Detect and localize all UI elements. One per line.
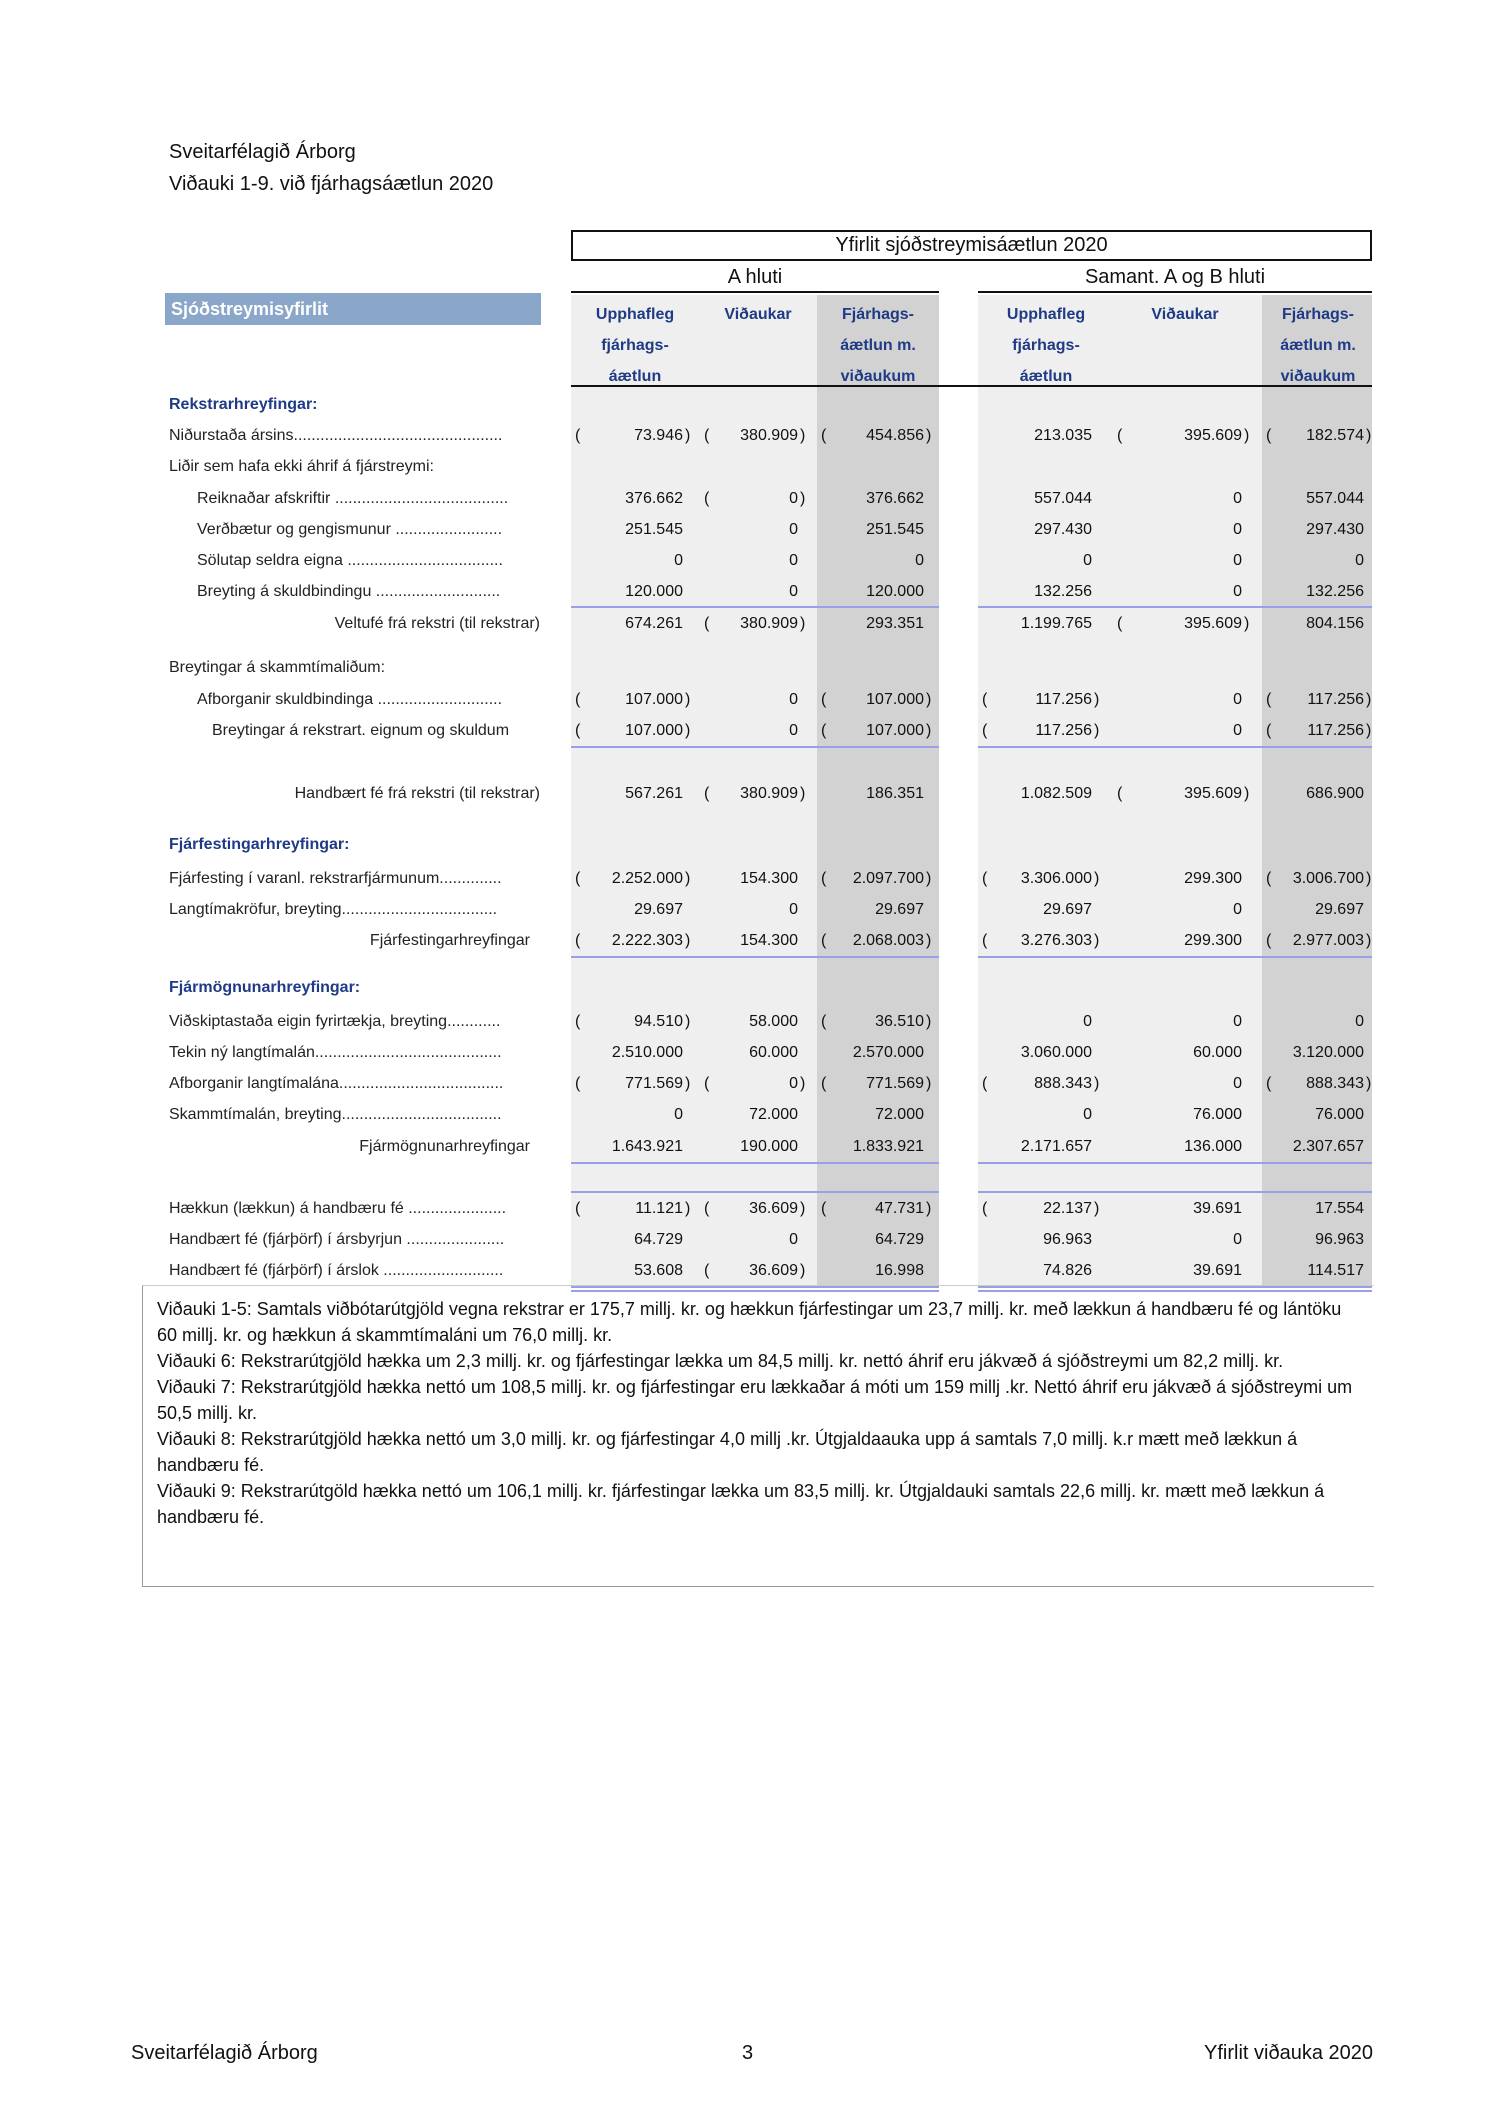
negative-paren-close: ) xyxy=(1366,691,1372,708)
subtotal-rule xyxy=(571,1191,939,1193)
negative-paren-close: ) xyxy=(685,1075,691,1092)
cell-value: 60.000 xyxy=(749,1044,798,1061)
negative-paren-open: ( xyxy=(704,1262,710,1279)
cell-value: 888.343 xyxy=(1306,1075,1364,1092)
subtotal-rule xyxy=(978,606,1372,608)
cell-value: 64.729 xyxy=(634,1231,683,1248)
cell-value: 36.510 xyxy=(875,1013,924,1030)
cell-value: 557.044 xyxy=(1306,490,1364,507)
cell-value: 0 xyxy=(789,1231,798,1248)
document-title: Sveitarfélagið Árborg xyxy=(169,141,356,163)
negative-paren-close: ) xyxy=(1244,427,1250,444)
cell-value: 395.609 xyxy=(1184,785,1242,802)
negative-paren-close: ) xyxy=(800,1200,806,1217)
cell-value: 0 xyxy=(1233,583,1242,600)
row-label: Veltufé frá rekstri (til rekstrar) xyxy=(334,615,540,632)
cell-value: 39.691 xyxy=(1193,1200,1242,1217)
cell-value: 0 xyxy=(789,1075,798,1092)
row-label: Reiknaðar afskriftir ....................................... xyxy=(197,490,509,507)
row-label: Niðurstaða ársins............................................... xyxy=(169,427,503,444)
table-row xyxy=(0,1068,1500,1099)
cell-value: 297.430 xyxy=(1306,521,1364,538)
row-label: Breyting á skuldbindingu ............................ xyxy=(197,583,501,600)
table-row xyxy=(0,863,1500,894)
table-row xyxy=(0,514,1500,545)
row-label: Liðir sem hafa ekki áhrif á fjárstreymi: xyxy=(169,458,434,475)
negative-paren-close: ) xyxy=(1094,932,1100,949)
table-row xyxy=(0,1131,1500,1162)
table-row xyxy=(0,608,1500,639)
negative-paren-close: ) xyxy=(1244,615,1250,632)
cell-value: 0 xyxy=(1233,901,1242,918)
negative-paren-open: ( xyxy=(1117,427,1123,444)
colhead-b2: Viðaukar xyxy=(1151,306,1219,323)
cell-value: 182.574 xyxy=(1306,427,1364,444)
cell-value: 114.517 xyxy=(1307,1262,1364,1279)
cell-value: 804.156 xyxy=(1306,615,1364,632)
cell-value: 0 xyxy=(789,691,798,708)
negative-paren-close: ) xyxy=(685,691,691,708)
cell-value: 0 xyxy=(789,583,798,600)
cell-value: 686.900 xyxy=(1306,785,1364,802)
colhead-a1: Upphafleg fjárhags- áætlun xyxy=(595,306,675,385)
cell-value: 0 xyxy=(1083,1013,1092,1030)
cell-value: 117.256 xyxy=(1307,722,1364,739)
negative-paren-close: ) xyxy=(1094,870,1100,887)
cell-value: 29.697 xyxy=(875,901,924,918)
cell-value: 299.300 xyxy=(1184,870,1242,887)
negative-paren-open: ( xyxy=(1266,691,1272,708)
row-label: Hækkun (lækkun) á handbæru fé ...................... xyxy=(169,1200,507,1217)
table-row xyxy=(0,545,1500,576)
negative-paren-close: ) xyxy=(926,427,932,444)
footer-left: Sveitarfélagið Árborg xyxy=(131,2042,318,2064)
cell-value: 888.343 xyxy=(1034,1075,1092,1092)
negative-paren-open: ( xyxy=(982,870,988,887)
cell-value: 395.609 xyxy=(1184,427,1242,444)
table-row xyxy=(0,925,1500,956)
negative-paren-open: ( xyxy=(704,427,710,444)
negative-paren-open: ( xyxy=(575,932,581,949)
negative-paren-close: ) xyxy=(926,932,932,949)
section-heading-row xyxy=(0,389,1500,420)
row-label: Tekin ný langtímalán.......................................... xyxy=(169,1044,502,1061)
negative-paren-close: ) xyxy=(926,1013,932,1030)
cell-value: 117.256 xyxy=(1035,691,1092,708)
cell-value: 190.000 xyxy=(740,1138,798,1155)
row-label: Langtímakröfur, breyting................................... xyxy=(169,901,498,918)
table-row xyxy=(0,652,1500,683)
cell-value: 117.256 xyxy=(1035,722,1092,739)
colhead-b1: Upphafleg fjárhags- áætlun xyxy=(1006,306,1086,385)
negative-paren-close: ) xyxy=(800,615,806,632)
cell-value: 0 xyxy=(1233,552,1242,569)
subtotal-rule xyxy=(571,746,939,748)
row-label: Skammtímalán, breyting.................................... xyxy=(169,1106,502,1123)
negative-paren-open: ( xyxy=(982,932,988,949)
cell-value: 1.082.509 xyxy=(1020,785,1092,802)
cell-value: 454.856 xyxy=(866,427,924,444)
cell-value: 380.909 xyxy=(740,785,798,802)
cell-value: 0 xyxy=(1083,1106,1092,1123)
cell-value: 29.697 xyxy=(1043,901,1092,918)
colhead-b3: Fjárhags- áætlun m. viðaukum xyxy=(1280,306,1356,385)
cell-value: 771.569 xyxy=(625,1075,683,1092)
cell-value: 96.963 xyxy=(1315,1231,1364,1248)
cell-value: 2.222.303 xyxy=(611,932,683,949)
cell-value: 53.608 xyxy=(634,1262,683,1279)
cell-value: 2.171.657 xyxy=(1020,1138,1092,1155)
row-label: Fjármögnunarhreyfingar xyxy=(359,1138,530,1155)
section-rekstrar: Rekstrarhreyfingar: xyxy=(169,396,318,413)
cell-value: 0 xyxy=(1233,521,1242,538)
negative-paren-open: ( xyxy=(575,1200,581,1217)
row-label: Handbært fé (fjárþörf) í ársbyrjun ...................... xyxy=(169,1231,505,1248)
subtotal-rule xyxy=(571,606,939,608)
cell-value: 251.545 xyxy=(866,521,924,538)
row-label: Handbært fé frá rekstri (til rekstrar) xyxy=(294,785,540,802)
table-row xyxy=(0,1006,1500,1037)
cell-value: 1.199.765 xyxy=(1020,615,1092,632)
section-heading-row xyxy=(0,972,1500,1003)
cell-value: 107.000 xyxy=(866,722,924,739)
negative-paren-open: ( xyxy=(1266,932,1272,949)
negative-paren-open: ( xyxy=(1117,615,1123,632)
table-row xyxy=(0,894,1500,925)
negative-paren-close: ) xyxy=(800,1075,806,1092)
negative-paren-open: ( xyxy=(982,691,988,708)
cell-value: 107.000 xyxy=(866,691,924,708)
cell-value: 395.609 xyxy=(1184,615,1242,632)
cell-value: 36.609 xyxy=(749,1200,798,1217)
negative-paren-close: ) xyxy=(1094,691,1100,708)
colhead-a2: Viðaukar xyxy=(724,306,792,323)
cell-value: 0 xyxy=(915,552,924,569)
cell-value: 0 xyxy=(1233,1231,1242,1248)
negative-paren-open: ( xyxy=(821,722,827,739)
negative-paren-open: ( xyxy=(1266,870,1272,887)
group-a-heading: A hluti xyxy=(571,265,939,293)
cell-value: 3.276.303 xyxy=(1020,932,1092,949)
cell-value: 380.909 xyxy=(740,615,798,632)
negative-paren-open: ( xyxy=(704,785,710,802)
negative-paren-close: ) xyxy=(1366,870,1372,887)
cell-value: 567.261 xyxy=(625,785,683,802)
cell-value: 771.569 xyxy=(866,1075,924,1092)
negative-paren-open: ( xyxy=(575,722,581,739)
section-heading-row xyxy=(0,829,1500,860)
row-label: Breytingar á skammtímaliðum: xyxy=(169,659,386,676)
negative-paren-open: ( xyxy=(704,1075,710,1092)
table-row xyxy=(0,451,1500,482)
colhead-a3: Fjárhags- áætlun m. viðaukum xyxy=(840,306,916,385)
table-row xyxy=(0,1099,1500,1130)
negative-paren-close: ) xyxy=(685,932,691,949)
cell-value: 120.000 xyxy=(866,583,924,600)
cell-value: 76.000 xyxy=(1315,1106,1364,1123)
subtotal-rule xyxy=(978,1191,1372,1193)
cell-value: 674.261 xyxy=(625,615,683,632)
row-label: Fjárfestingarhreyfingar xyxy=(369,932,530,949)
cell-value: 132.256 xyxy=(1034,583,1092,600)
negative-paren-close: ) xyxy=(1366,722,1372,739)
section-fjarmognun: Fjármögnunarhreyfingar: xyxy=(169,979,361,996)
cell-value: 0 xyxy=(1355,552,1364,569)
cell-value: 0 xyxy=(789,490,798,507)
header-rule xyxy=(571,385,1372,387)
cell-value: 299.300 xyxy=(1184,932,1242,949)
cell-value: 29.697 xyxy=(634,901,683,918)
negative-paren-close: ) xyxy=(1094,1200,1100,1217)
cell-value: 0 xyxy=(789,521,798,538)
cell-value: 136.000 xyxy=(1184,1138,1242,1155)
group-b-heading: Samant. A og B hluti xyxy=(978,265,1372,293)
document-subtitle: Viðauki 1-9. við fjárhagsáætlun 2020 xyxy=(169,173,494,195)
negative-paren-open: ( xyxy=(1117,785,1123,802)
section-fjarfesting: Fjárfestingarhreyfingar: xyxy=(169,836,350,853)
cell-value: 74.826 xyxy=(1043,1262,1092,1279)
negative-paren-close: ) xyxy=(1244,785,1250,802)
note-4: Viðauki 8: Rekstrarútgjöld hækka nettó um 3,0 millj. kr. og fjárfestingar 4,0 millj .kr. Útgjaldaauka upp á samtals 7,0 millj. k.r mætt með lækkun á handbæru fé. xyxy=(157,1429,1298,1475)
negative-paren-open: ( xyxy=(704,615,710,632)
cell-value: 0 xyxy=(1233,1013,1242,1030)
negative-paren-close: ) xyxy=(926,1075,932,1092)
negative-paren-close: ) xyxy=(1366,427,1372,444)
negative-paren-open: ( xyxy=(982,1075,988,1092)
cell-value: 2.977.003 xyxy=(1292,932,1364,949)
cell-value: 2.097.700 xyxy=(852,870,924,887)
cell-value: 3.306.000 xyxy=(1020,870,1092,887)
negative-paren-open: ( xyxy=(1266,427,1272,444)
cell-value: 2.252.000 xyxy=(611,870,683,887)
cell-value: 2.570.000 xyxy=(852,1044,924,1061)
negative-paren-open: ( xyxy=(821,1013,827,1030)
cell-value: 58.000 xyxy=(749,1013,798,1030)
cell-value: 0 xyxy=(674,1106,683,1123)
cell-value: 0 xyxy=(1233,1075,1242,1092)
negative-paren-open: ( xyxy=(982,722,988,739)
negative-paren-close: ) xyxy=(926,1200,932,1217)
negative-paren-close: ) xyxy=(800,490,806,507)
cell-value: 376.662 xyxy=(866,490,924,507)
subtotal-rule xyxy=(978,746,1372,748)
table-row xyxy=(0,715,1500,746)
cell-value: 557.044 xyxy=(1034,490,1092,507)
cell-value: 297.430 xyxy=(1034,521,1092,538)
table-row xyxy=(0,1037,1500,1068)
negative-paren-close: ) xyxy=(1366,1075,1372,1092)
cell-value: 2.068.003 xyxy=(852,932,924,949)
cell-value: 1.643.921 xyxy=(611,1138,683,1155)
cell-value: 0 xyxy=(1233,722,1242,739)
cell-value: 17.554 xyxy=(1315,1200,1364,1217)
cell-value: 29.697 xyxy=(1315,901,1364,918)
notes-box xyxy=(142,1285,1374,1587)
negative-paren-close: ) xyxy=(1094,722,1100,739)
cell-value: 132.256 xyxy=(1306,583,1364,600)
negative-paren-close: ) xyxy=(800,785,806,802)
cell-value: 47.731 xyxy=(875,1200,924,1217)
note-3: Viðauki 7: Rekstrarútgjöld hækka nettó um 108,5 millj. kr. og fjárfestingar eru lækkaðar á móti um 159 millj .kr. Nettó áhrif eru jákvæð á sjóðstreymi um 50,5 millj. kr. xyxy=(157,1377,1353,1423)
negative-paren-open: ( xyxy=(575,870,581,887)
negative-paren-open: ( xyxy=(821,427,827,444)
table-row xyxy=(0,1193,1500,1224)
section-banner: Sjóðstreymisyfirlit xyxy=(165,293,541,325)
negative-paren-open: ( xyxy=(575,1013,581,1030)
cell-value: 36.609 xyxy=(749,1262,798,1279)
cell-value: 186.351 xyxy=(866,785,924,802)
cell-value: 76.000 xyxy=(1193,1106,1242,1123)
negative-paren-open: ( xyxy=(1266,1075,1272,1092)
cell-value: 72.000 xyxy=(875,1106,924,1123)
negative-paren-open: ( xyxy=(575,1075,581,1092)
row-label: Sölutap seldra eigna ................................... xyxy=(197,552,503,569)
row-label: Viðskiptastaða eigin fyrirtækja, breyting............ xyxy=(169,1013,501,1030)
negative-paren-close: ) xyxy=(685,722,691,739)
cell-value: 22.137 xyxy=(1043,1200,1092,1217)
row-label: Fjárfesting í varanl. rekstrarfjármunum.............. xyxy=(169,870,502,887)
cell-value: 11.121 xyxy=(635,1200,683,1217)
negative-paren-open: ( xyxy=(1266,722,1272,739)
negative-paren-open: ( xyxy=(704,490,710,507)
row-label: Afborganir skuldbindinga ............................ xyxy=(197,691,503,708)
cell-value: 0 xyxy=(1355,1013,1364,1030)
row-label: Breytingar á rekstrart. eignum og skuldum xyxy=(212,722,510,739)
cell-value: 94.510 xyxy=(634,1013,683,1030)
subtotal-rule xyxy=(571,1162,939,1164)
row-label: Verðbætur og gengismunur ........................ xyxy=(197,521,503,538)
subtotal-rule xyxy=(978,956,1372,958)
negative-paren-close: ) xyxy=(926,691,932,708)
cell-value: 120.000 xyxy=(625,583,683,600)
cell-value: 154.300 xyxy=(740,870,798,887)
negative-paren-close: ) xyxy=(685,1200,691,1217)
cell-value: 64.729 xyxy=(875,1231,924,1248)
negative-paren-open: ( xyxy=(575,691,581,708)
subtotal-rule xyxy=(571,956,939,958)
cell-value: 0 xyxy=(674,552,683,569)
cell-value: 380.909 xyxy=(740,427,798,444)
cell-value: 72.000 xyxy=(749,1106,798,1123)
negative-paren-open: ( xyxy=(575,427,581,444)
cell-value: 0 xyxy=(789,901,798,918)
cell-value: 96.963 xyxy=(1043,1231,1092,1248)
table-row xyxy=(0,1224,1500,1255)
note-5: Viðauki 9: Rekstrarútgöld hækka nettó um 106,1 millj. kr. fjárfestingar lækka um 83,5 millj. kr. Útgjaldauki samtals 22,6 millj. kr. mætt með lækkun á handbæru fé. xyxy=(157,1481,1325,1527)
cell-value: 0 xyxy=(789,722,798,739)
row-label: Handbært fé (fjárþörf) í árslok ........................... xyxy=(169,1262,504,1279)
cell-value: 117.256 xyxy=(1307,691,1364,708)
negative-paren-open: ( xyxy=(821,870,827,887)
cell-value: 213.035 xyxy=(1034,427,1092,444)
negative-paren-open: ( xyxy=(821,932,827,949)
cell-value: 251.545 xyxy=(625,521,683,538)
table-row xyxy=(0,684,1500,715)
table-row xyxy=(0,420,1500,451)
negative-paren-close: ) xyxy=(685,427,691,444)
negative-paren-close: ) xyxy=(685,1013,691,1030)
note-1: Viðauki 1-5: Samtals viðbótarútgjöld vegna rekstrar er 175,7 millj. kr. og hækkun fjárfestingar um 23,7 millj. kr. með lækkun á handbæru fé og lántöku 60 millj. kr. og hækkun á skammtímaláni um 76,0 millj. kr. xyxy=(157,1299,1342,1345)
table-row xyxy=(0,576,1500,607)
negative-paren-close: ) xyxy=(800,427,806,444)
negative-paren-close: ) xyxy=(926,870,932,887)
cell-value: 0 xyxy=(789,552,798,569)
negative-paren-close: ) xyxy=(926,722,932,739)
negative-paren-close: ) xyxy=(800,1262,806,1279)
cell-value: 3.006.700 xyxy=(1292,870,1364,887)
negative-paren-open: ( xyxy=(982,1200,988,1217)
cell-value: 3.060.000 xyxy=(1020,1044,1092,1061)
negative-paren-close: ) xyxy=(1094,1075,1100,1092)
table-row xyxy=(0,1255,1500,1286)
subtotal-rule xyxy=(978,1162,1372,1164)
cell-value: 2.510.000 xyxy=(611,1044,683,1061)
cell-value: 39.691 xyxy=(1193,1262,1242,1279)
cell-value: 3.120.000 xyxy=(1292,1044,1364,1061)
negative-paren-open: ( xyxy=(821,691,827,708)
note-2: Viðauki 6: Rekstrarútgjöld hækka um 2,3 millj. kr. og fjárfestingar lækka um 84,5 millj. kr. nettó áhrif eru jákvæð á sjóðstreymi um 82,2 millj. kr. xyxy=(157,1351,1284,1371)
negative-paren-close: ) xyxy=(1366,932,1372,949)
cell-value: 60.000 xyxy=(1193,1044,1242,1061)
cell-value: 73.946 xyxy=(634,427,683,444)
cell-value: 107.000 xyxy=(625,691,683,708)
cell-value: 293.351 xyxy=(866,615,924,632)
table-row xyxy=(0,778,1500,809)
footer-right: Yfirlit viðauka 2020 xyxy=(1204,2042,1373,2064)
cell-value: 16.998 xyxy=(875,1262,924,1279)
negative-paren-open: ( xyxy=(821,1075,827,1092)
cell-value: 0 xyxy=(1233,490,1242,507)
footer-page-number: 3 xyxy=(742,2042,754,2064)
cell-value: 0 xyxy=(1233,691,1242,708)
table-title: Yfirlit sjóðstreymisáætlun 2020 xyxy=(571,230,1372,261)
row-label: Afborganir langtímalána..................................... xyxy=(169,1075,504,1092)
negative-paren-open: ( xyxy=(704,1200,710,1217)
cell-value: 154.300 xyxy=(740,932,798,949)
cell-value: 107.000 xyxy=(625,722,683,739)
cell-value: 2.307.657 xyxy=(1292,1138,1364,1155)
negative-paren-open: ( xyxy=(821,1200,827,1217)
cell-value: 0 xyxy=(1083,552,1092,569)
table-row xyxy=(0,483,1500,514)
cell-value: 1.833.921 xyxy=(852,1138,924,1155)
cell-value: 376.662 xyxy=(625,490,683,507)
negative-paren-close: ) xyxy=(685,870,691,887)
